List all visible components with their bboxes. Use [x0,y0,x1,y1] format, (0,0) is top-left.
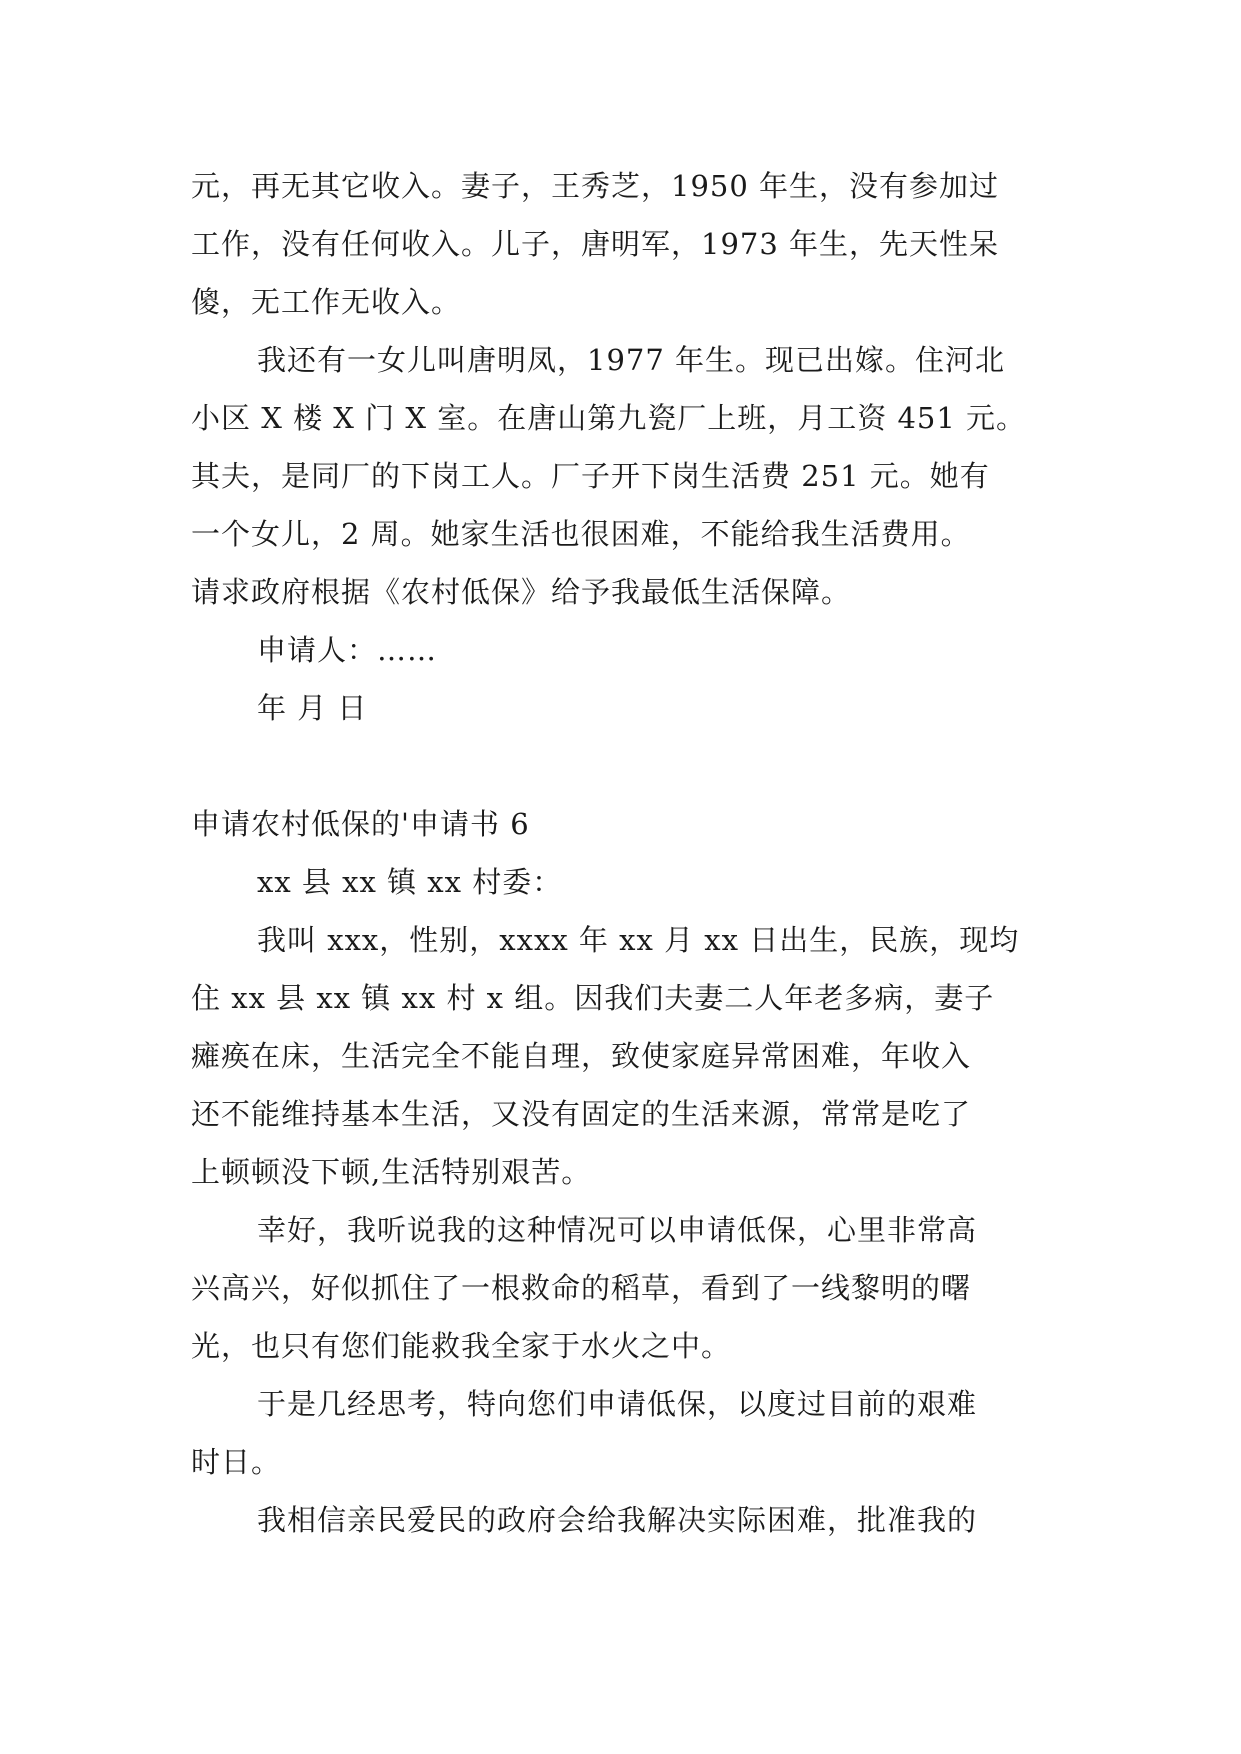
salutation: xx 县 xx 镇 xx 村委： [257,865,563,899]
text-line: 其夫，是同厂的下岗工人。厂子开下岗生活费 251 元。她有 [191,459,990,493]
paragraph-first-line: 于是几经思考，特向您们申请低保，以度过目前的艰难 [257,1387,978,1421]
text-line: 傻，无工作无收入。 [191,285,462,319]
applicant-signature-line: 申请人：…… [257,633,438,667]
text-line: 工作，没有任何收入。儿子，唐明军，1973 年生，先天性呆 [191,227,1000,261]
text-line: 请求政府根据《农村低保》给予我最低生活保障。 [191,575,852,609]
text-line: 上顿顿没下顿,生活特别艰苦。 [191,1155,592,1189]
text-line: 兴高兴，好似抓住了一根救命的稻草，看到了一线黎明的曙 [191,1271,972,1305]
text-line: 住 xx 县 xx 镇 xx 村 x 组。因我们夫妻二人年老多病，妻子 [191,981,995,1015]
paragraph-first-line: 我相信亲民爱民的政府会给我解决实际困难，批准我的 [257,1503,978,1537]
text-line: 小区 X 楼 X 门 X 室。在唐山第九瓷厂上班，月工资 451 元。 [191,401,1027,435]
text-line: 瘫痪在床，生活完全不能自理，致使家庭异常困难，年收入 [191,1039,972,1073]
text-line: 光，也只有您们能救我全家于水火之中。 [191,1329,732,1363]
text-line: 还不能维持基本生活，又没有固定的生活来源，常常是吃了 [191,1097,972,1131]
text-line: 一个女儿，2 周。她家生活也很困难，不能给我生活费用。 [191,517,971,551]
paragraph-first-line: 我叫 xxx，性别，xxxx 年 xx 月 xx 日出生，民族，现均 [257,923,1020,957]
text-line: 元，再无其它收入。妻子，王秀芝，1950 年生，没有参加过 [191,169,1000,203]
paragraph-first-line: 我还有一女儿叫唐明凤，1977 年生。现已出嫁。住河北 [257,343,1006,377]
text-line: 时日。 [191,1445,282,1479]
section-title: 申请农村低保的'申请书 6 [191,807,530,841]
paragraph-first-line: 幸好，我听说我的这种情况可以申请低保，心里非常高 [257,1213,978,1247]
date-line: 年 月 日 [257,691,368,725]
